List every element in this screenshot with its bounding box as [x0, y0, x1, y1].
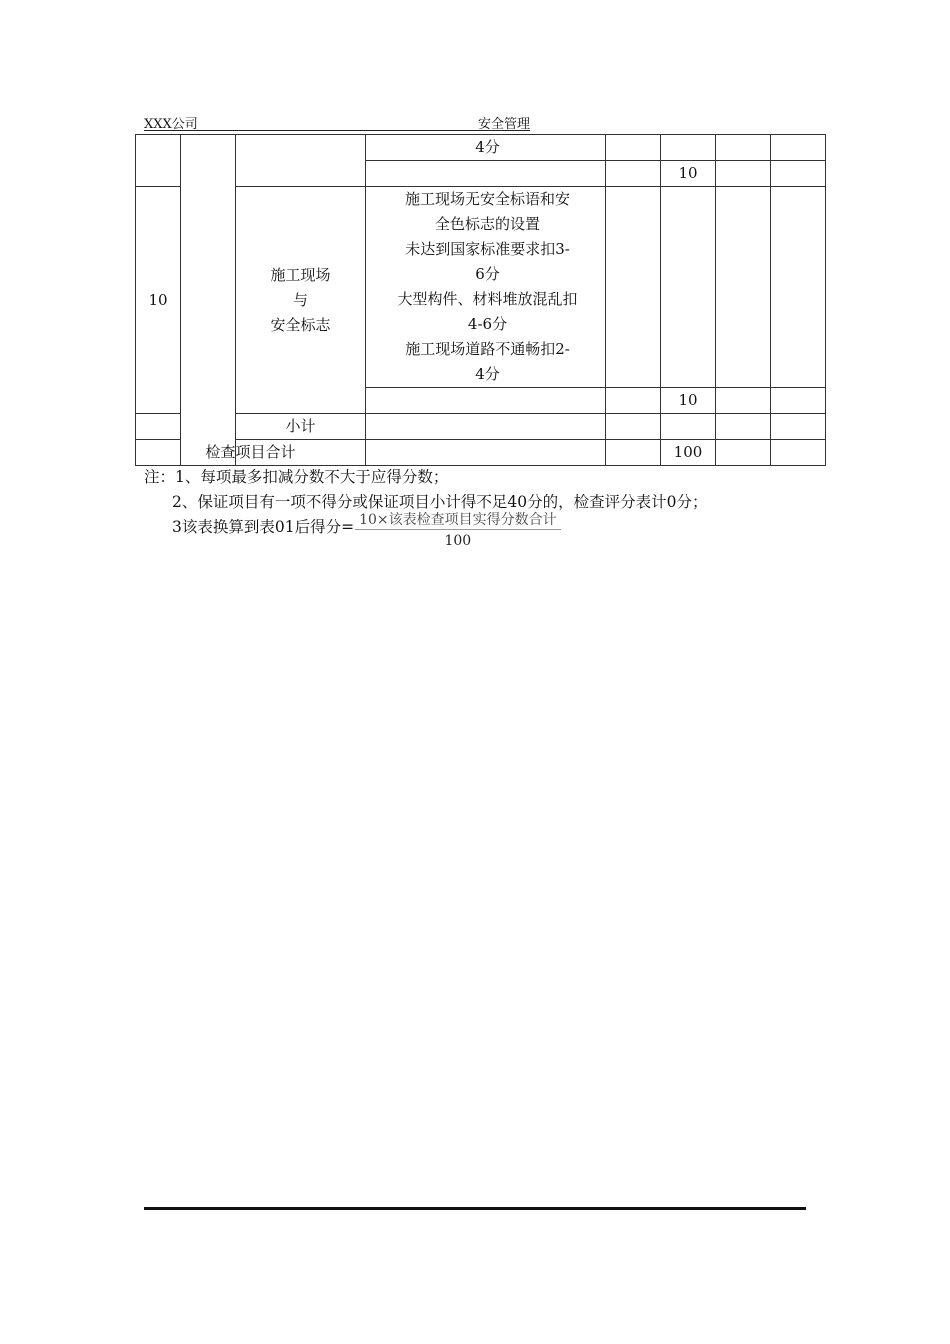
category-cell [181, 135, 236, 466]
actual-score-cell [716, 135, 771, 161]
formula-denominator: 100 [444, 533, 472, 549]
subtotal-label: 小计 [236, 414, 366, 440]
criteria-line: 大型构件、材料堆放混乱扣 [397, 290, 578, 308]
deduct-cell [606, 440, 661, 466]
criteria-line: 施工现场无安全标语和安 [404, 190, 570, 208]
notes-section [144, 465, 707, 552]
criteria-line: 未达到国家标准要求扣3- [405, 240, 570, 258]
criteria-line: 施工现场道路不通畅扣2- [405, 340, 570, 358]
extra-cell [771, 414, 826, 440]
criteria-cell [366, 388, 606, 414]
deduct-cell [606, 414, 661, 440]
extra-cell [771, 161, 826, 187]
criteria-cell: 4分 [366, 135, 606, 161]
item-name-line: 施工现场 [270, 265, 331, 284]
formula-numerator: 10×该表检查项目实得分数合计 [355, 511, 561, 530]
extra-cell [771, 187, 826, 388]
extra-cell [771, 135, 826, 161]
deduct-cell [606, 135, 661, 161]
total-row [136, 440, 826, 466]
deduct-cell [606, 161, 661, 187]
actual-score-cell [716, 440, 771, 466]
actual-score-cell [716, 388, 771, 414]
actual-score-cell [716, 187, 771, 388]
actual-score-cell [716, 414, 771, 440]
seq-cell: 10 [136, 187, 181, 414]
note-3 [144, 512, 707, 552]
full-score-cell [661, 187, 716, 388]
section-title: 安全管理 [477, 117, 530, 132]
full-score-cell: 100 [661, 440, 716, 466]
item-name-line: 安全标志 [270, 315, 331, 334]
company-name: XXX公司 [144, 117, 198, 132]
seq-cell [136, 414, 181, 440]
criteria-cell [366, 414, 606, 440]
extra-cell [771, 440, 826, 466]
score-formula [355, 512, 561, 552]
table-row [136, 187, 826, 388]
table-row [136, 135, 826, 161]
page-header [144, 112, 530, 131]
total-label: 检查项目合计 [136, 440, 366, 466]
item-cell [236, 187, 366, 414]
subtotal-row [136, 414, 826, 440]
criteria-cell [366, 440, 606, 466]
item-name-line: 与 [292, 290, 308, 309]
full-score-cell [661, 135, 716, 161]
criteria-cell [366, 161, 606, 187]
criteria-line: 全色标志的设置 [434, 215, 540, 233]
note-3-text: 3该表换算到表01后得分= [172, 518, 355, 536]
deduct-cell [606, 388, 661, 414]
actual-score-cell [716, 161, 771, 187]
footer-divider [144, 1207, 806, 1210]
criteria-line: 6分 [475, 265, 500, 283]
full-score-cell [661, 414, 716, 440]
note-1: 注：1、每项最多扣减分数不大于应得分数； [144, 468, 449, 486]
note-2: 2、保证项目有一项不得分或保证项目小计得不足40分的，检查评分表计0分； [172, 493, 708, 511]
full-score-cell: 10 [661, 388, 716, 414]
criteria-line: 4分 [475, 365, 500, 383]
criteria-line: 4-6分 [467, 315, 508, 333]
seq-cell [136, 135, 181, 187]
criteria-cell [366, 187, 606, 388]
inspection-score-table [135, 134, 826, 466]
item-cell [236, 135, 366, 187]
full-score-cell: 10 [661, 161, 716, 187]
deduct-cell [606, 187, 661, 388]
extra-cell [771, 388, 826, 414]
